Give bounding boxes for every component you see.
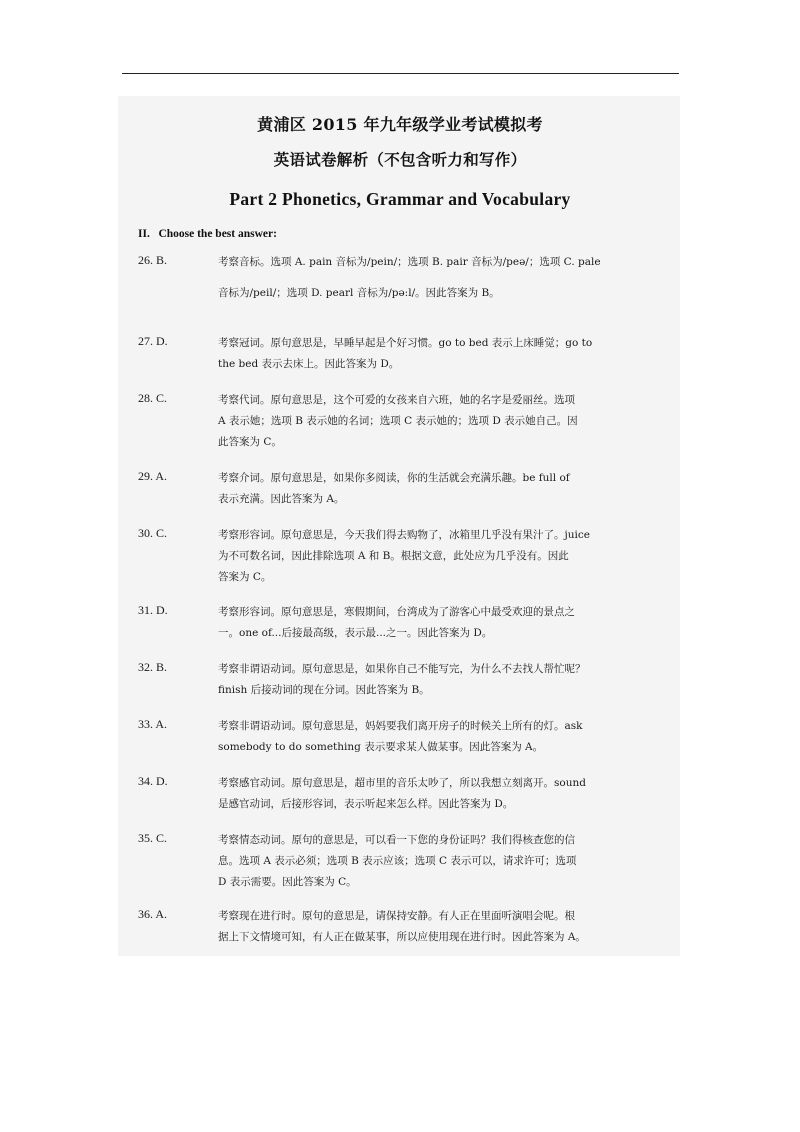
answer-explanation [218, 659, 658, 701]
explanation-line: 此答案为 C。 [218, 436, 282, 448]
part-heading: Part 2 Phonetics, Grammar and Vocabulary [229, 189, 571, 209]
answer-explanation [218, 906, 658, 948]
explanation-line: 考察形容词。原句意思是，今天我们得去购物了，冰箱里几乎没有果汁了。juice [218, 529, 590, 541]
explanation-line: 音标为/peil/；选项 D. pearl 音标为/pə:l/。因此答案为 B。 [218, 287, 500, 299]
explanation-line: 答案为 C。 [218, 571, 272, 583]
top-divider [122, 73, 679, 74]
explanation-line: A 表示她；选项 B 表示她的名词；选项 C 表示她的；选项 D 表示她自己。因 [218, 415, 578, 427]
answer-number: 28. C. [138, 391, 168, 405]
answer-explanation [218, 252, 658, 304]
answer-explanation [218, 333, 658, 375]
explanation-line: 考察非谓语动词。原句意思是，如果你自己不能写完，为什么不去找人帮忙呢？ [218, 663, 586, 675]
explanation-line: 考察音标。选项 A. pain 音标为/pein/；选项 B. pair 音标为/peə/；选项 C. pale [218, 256, 601, 268]
exam-subtitle: 英语试卷解析（不包含听力和写作） [273, 150, 527, 169]
answer-number: 29. A. [138, 469, 168, 483]
answer-number: 30. C. [138, 526, 168, 540]
answer-explanation [218, 602, 658, 644]
answer-number: 27. D. [138, 334, 168, 348]
answer-number: 35. C. [138, 831, 168, 845]
explanation-line: 考察情态动词。原句的意思是，可以看一下您的身份证吗？我们得核查您的信 [218, 834, 575, 846]
explanation-line: 表示充满。因此答案为 A。 [218, 493, 345, 505]
explanation-line: the bed 表示去床上。因此答案为 D。 [218, 358, 400, 370]
answer-explanation [218, 773, 658, 815]
answer-explanation [218, 716, 658, 758]
section-heading: II. Choose the best answer: [138, 228, 277, 240]
explanation-line: somebody to do something 表示要求某人做某事。因此答案为 A。 [218, 741, 544, 753]
explanation-line: finish 后接动词的现在分词。因此答案为 B。 [218, 684, 430, 696]
explanation-line: 据上下文情境可知，有人正在做某事，所以应使用现在进行时。因此答案为 A。 [218, 931, 586, 943]
explanation-line: 考察形容词。原句意思是，寒假期间，台湾成为了游客心中最受欢迎的景点之 [218, 606, 575, 618]
answer-explanation [218, 830, 658, 893]
answer-number: 32. B. [138, 660, 168, 674]
answer-number: 26. B. [138, 253, 168, 267]
answer-number: 33. A. [138, 717, 168, 731]
explanation-line: 考察非谓语动词。原句意思是，妈妈要我们离开房子的时候关上所有的灯。ask [218, 720, 583, 732]
exam-title: 黄浦区 2015 年九年级学业考试模拟考 [257, 115, 543, 134]
answer-explanation [218, 525, 658, 588]
answer-explanation [218, 390, 658, 453]
answer-number: 36. A. [138, 907, 168, 921]
answer-number: 34. D. [138, 774, 168, 788]
explanation-line: 是感官动词，后接形容词，表示听起来怎么样。因此答案为 D。 [218, 798, 514, 810]
explanation-line: 考察感官动词。原句意思是，超市里的音乐太吵了，所以我想立刻离开。sound [218, 777, 586, 789]
explanation-line: 为不可数名词，因此排除选项 A 和 B。根据文意，此处应为几乎没有。因此 [218, 550, 569, 562]
explanation-line: D 表示需要。因此答案为 C。 [218, 876, 357, 888]
explanation-line: 一。one of...后接最高级，表示最...之一。因此答案为 D。 [218, 627, 493, 639]
explanation-line: 息。选项 A 表示必须；选项 B 表示应该；选项 C 表示可以，请求许可；选项 [218, 855, 577, 867]
explanation-line: 考察代词。原句意思是，这个可爱的女孩来自六班，她的名字是爱丽丝。选项 [218, 394, 575, 406]
explanation-line: 考察冠词。原句意思是，早睡早起是个好习惯。go to bed 表示上床睡觉；go to [218, 337, 593, 349]
answer-number: 31. D. [138, 603, 168, 617]
explanation-line: 考察介词。原句意思是，如果你多阅读，你的生活就会充满乐趣。be full of [218, 472, 570, 484]
explanation-line: 考察现在进行时。原句的意思是，请保持安静。有人正在里面听演唱会呢。根 [218, 910, 575, 922]
answer-explanation [218, 468, 658, 510]
